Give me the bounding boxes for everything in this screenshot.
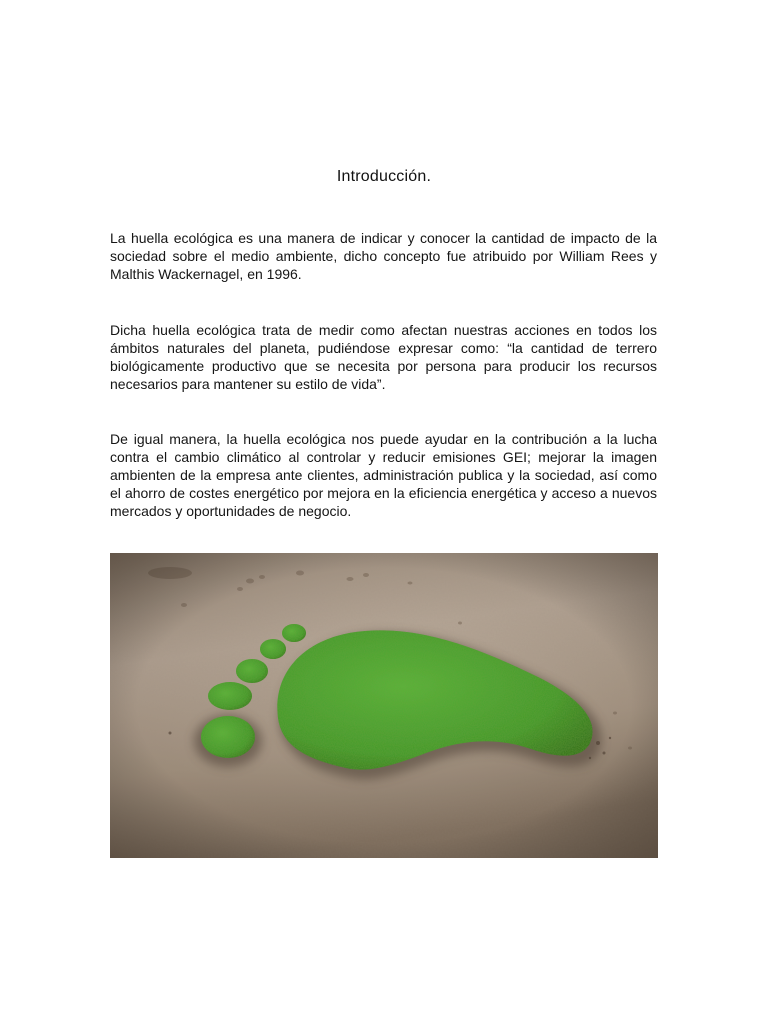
paragraph-2: Dicha huella ecológica trata de medir como afectan nuestras acciones en todos los ámbitos naturales del planeta, pudiéndose expresar como: “la cantidad de terrero biológicamente productivo que se necesita por persona para producir los recursos necesarios para mantener su estilo de vida”. (110, 322, 657, 392)
paragraph-1: La huella ecológica es una manera de indicar y conocer la cantidad de impacto de la sociedad sobre el medio ambiente, dicho concepto fue atribuido por William Rees y Malthis Wackernagel, en 1996. (110, 230, 657, 282)
paragraph-3: De igual manera, la huella ecológica nos puede ayudar en la contribución a la lucha contra el cambio climático al controlar y reducir emisiones GEI; mejorar la imagen ambienten de la empresa ante clientes, administración publica y la sociedad, así como el ahorro de costes energético por mejora en la eficiencia energética y acceso a nuevos mercados y oportunidades de negocio. (110, 431, 657, 519)
page-title: Introducción. (336, 168, 432, 185)
grass-footprint-icon (110, 553, 658, 858)
footprint-photo (110, 553, 658, 858)
